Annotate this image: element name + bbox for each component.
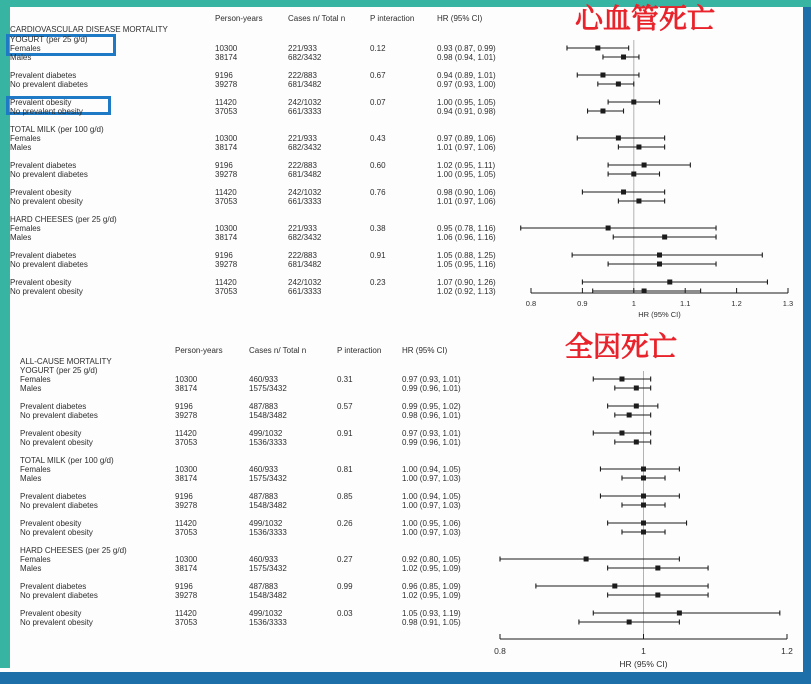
hr-ci-value: 0.97 (0.93, 1.01) bbox=[402, 375, 461, 384]
cases-value: 460/933 bbox=[249, 465, 278, 474]
axis-tick-label: 1 bbox=[641, 646, 646, 656]
axis-tick-label: 0.8 bbox=[525, 299, 537, 308]
panel2-col-person-years: Person-years bbox=[175, 346, 223, 355]
cases-value: 681/3482 bbox=[288, 260, 322, 269]
person-years-value: 39278 bbox=[215, 260, 238, 269]
hr-ci-value: 1.05 (0.88, 1.25) bbox=[437, 251, 496, 260]
hr-ci-value: 0.93 (0.87, 0.99) bbox=[437, 44, 496, 53]
row-label: Prevalent obesity bbox=[20, 429, 82, 438]
row-label: No prevalent obesity bbox=[10, 287, 83, 296]
row-label: Prevalent obesity bbox=[20, 519, 82, 528]
group-heading: TOTAL MILK (per 100 g/d) bbox=[20, 456, 114, 465]
p-interaction-value: 0.12 bbox=[370, 44, 386, 53]
hr-point-marker bbox=[627, 413, 632, 418]
hr-point-marker bbox=[636, 199, 641, 204]
group-heading: TOTAL MILK (per 100 g/d) bbox=[10, 125, 104, 134]
hr-ci-value: 1.05 (0.93, 1.19) bbox=[402, 609, 461, 618]
cases-value: 499/1032 bbox=[249, 429, 283, 438]
hr-ci-value: 1.00 (0.97, 1.03) bbox=[402, 501, 461, 510]
hr-point-marker bbox=[634, 440, 639, 445]
person-years-value: 10300 bbox=[215, 134, 238, 143]
panel2-col-cases: Cases n/ Total n bbox=[249, 346, 307, 355]
group-heading: HARD CHEESES (per 25 g/d) bbox=[10, 215, 117, 224]
person-years-value: 9196 bbox=[175, 582, 193, 591]
hr-point-marker bbox=[600, 73, 605, 78]
hr-ci-value: 0.95 (0.78, 1.16) bbox=[437, 224, 496, 233]
cases-value: 460/933 bbox=[249, 375, 278, 384]
hr-ci-value: 0.99 (0.96, 1.01) bbox=[402, 384, 461, 393]
cases-value: 499/1032 bbox=[249, 519, 283, 528]
cases-value: 222/883 bbox=[288, 251, 317, 260]
person-years-value: 37053 bbox=[215, 197, 238, 206]
cases-value: 1548/3482 bbox=[249, 501, 287, 510]
hr-ci-value: 0.99 (0.95, 1.02) bbox=[402, 402, 461, 411]
cases-value: 221/933 bbox=[288, 44, 317, 53]
hr-point-marker bbox=[641, 530, 646, 535]
hr-point-marker bbox=[641, 521, 646, 526]
row-label: No prevalent diabetes bbox=[20, 501, 98, 510]
p-interaction-value: 0.99 bbox=[337, 582, 353, 591]
person-years-value: 37053 bbox=[215, 107, 238, 116]
cases-value: 222/883 bbox=[288, 161, 317, 170]
p-interaction-value: 0.23 bbox=[370, 278, 386, 287]
hr-point-marker bbox=[627, 620, 632, 625]
hr-ci-value: 0.94 (0.89, 1.01) bbox=[437, 71, 496, 80]
hr-point-marker bbox=[616, 136, 621, 141]
person-years-value: 11420 bbox=[175, 429, 197, 438]
hr-point-marker bbox=[657, 253, 662, 258]
person-years-value: 39278 bbox=[215, 80, 238, 89]
p-interaction-value: 0.91 bbox=[337, 429, 353, 438]
row-label: No prevalent diabetes bbox=[20, 411, 98, 420]
cases-value: 1536/3333 bbox=[249, 618, 287, 627]
cases-value: 487/883 bbox=[249, 582, 278, 591]
hr-ci-value: 1.02 (0.92, 1.13) bbox=[437, 287, 496, 296]
panel1-col-p-interaction: P interaction bbox=[370, 14, 415, 23]
person-years-value: 38174 bbox=[215, 53, 238, 62]
row-label: No prevalent obesity bbox=[20, 438, 93, 447]
axis-tick-label: 1.2 bbox=[731, 299, 742, 308]
person-years-value: 9196 bbox=[215, 71, 233, 80]
cases-value: 1548/3482 bbox=[249, 591, 287, 600]
cases-value: 682/3432 bbox=[288, 143, 322, 152]
hr-point-marker bbox=[636, 145, 641, 150]
cases-value: 487/883 bbox=[249, 402, 278, 411]
row-label: No prevalent obesity bbox=[10, 107, 83, 116]
person-years-value: 37053 bbox=[175, 618, 198, 627]
person-years-value: 9196 bbox=[215, 161, 233, 170]
hr-ci-value: 1.00 (0.95, 1.05) bbox=[437, 170, 496, 179]
person-years-value: 9196 bbox=[175, 402, 193, 411]
p-interaction-value: 0.81 bbox=[337, 465, 353, 474]
person-years-value: 38174 bbox=[175, 474, 198, 483]
hr-ci-value: 0.97 (0.93, 1.01) bbox=[402, 429, 461, 438]
group-heading: HARD CHEESES (per 25 g/d) bbox=[20, 546, 127, 555]
row-label: No prevalent diabetes bbox=[20, 591, 98, 600]
person-years-value: 39278 bbox=[215, 170, 238, 179]
row-label: Males bbox=[20, 384, 42, 393]
p-interaction-value: 0.67 bbox=[370, 71, 386, 80]
hr-ci-value: 0.99 (0.96, 1.01) bbox=[402, 438, 461, 447]
panel1-col-cases: Cases n/ Total n bbox=[288, 14, 346, 23]
hr-ci-value: 1.02 (0.95, 1.11) bbox=[437, 161, 496, 170]
panel2-title: ALL-CAUSE MORTALITY bbox=[20, 357, 112, 366]
row-label: Prevalent diabetes bbox=[20, 582, 87, 591]
group-heading: YOGURT (per 25 g/d) bbox=[10, 35, 88, 44]
panel1-col-person-years: Person-years bbox=[215, 14, 263, 23]
hr-point-marker bbox=[621, 190, 626, 195]
p-interaction-value: 0.76 bbox=[370, 188, 386, 197]
cases-value: 661/3333 bbox=[288, 287, 322, 296]
hr-point-marker bbox=[634, 404, 639, 409]
row-label: Females bbox=[10, 44, 41, 53]
person-years-value: 11420 bbox=[215, 98, 237, 107]
cases-value: 1575/3432 bbox=[249, 564, 287, 573]
annotation-cvd-mortality: 心血管死亡 bbox=[575, 3, 716, 34]
hr-point-marker bbox=[641, 467, 646, 472]
hr-point-marker bbox=[641, 494, 646, 499]
hr-point-marker bbox=[619, 377, 624, 382]
cases-value: 1575/3432 bbox=[249, 474, 287, 483]
person-years-value: 38174 bbox=[175, 564, 198, 573]
row-label: No prevalent obesity bbox=[20, 528, 93, 537]
row-label: Females bbox=[20, 555, 51, 564]
hr-point-marker bbox=[631, 100, 636, 105]
row-label: Males bbox=[10, 53, 32, 62]
hr-ci-value: 1.05 (0.95, 1.16) bbox=[437, 260, 496, 269]
cases-value: 1575/3432 bbox=[249, 384, 287, 393]
hr-point-marker bbox=[667, 280, 672, 285]
row-label: Prevalent diabetes bbox=[20, 492, 87, 501]
hr-ci-value: 0.97 (0.89, 1.06) bbox=[437, 134, 496, 143]
p-interaction-value: 0.27 bbox=[337, 555, 353, 564]
p-interaction-value: 0.38 bbox=[370, 224, 386, 233]
annotation-all-cause-mortality: 全因死亡 bbox=[565, 331, 678, 362]
hr-ci-value: 0.98 (0.91, 1.05) bbox=[402, 618, 461, 627]
row-label: No prevalent diabetes bbox=[10, 260, 88, 269]
axis-tick-label: 1.3 bbox=[782, 299, 794, 308]
cases-value: 222/883 bbox=[288, 71, 317, 80]
cases-value: 1536/3333 bbox=[249, 438, 287, 447]
frame-right-bar bbox=[803, 6, 811, 684]
person-years-value: 9196 bbox=[215, 251, 233, 260]
p-interaction-value: 0.85 bbox=[337, 492, 353, 501]
person-years-value: 10300 bbox=[175, 375, 198, 384]
cases-value: 242/1032 bbox=[288, 278, 322, 287]
hr-ci-value: 1.00 (0.97, 1.03) bbox=[402, 474, 461, 483]
hr-ci-value: 0.96 (0.85, 1.09) bbox=[402, 582, 461, 591]
axis-tick-label: 1 bbox=[631, 299, 636, 308]
axis-tick-label: 1.1 bbox=[679, 299, 691, 308]
person-years-value: 11420 bbox=[215, 278, 237, 287]
person-years-value: 10300 bbox=[215, 224, 238, 233]
row-label: Prevalent obesity bbox=[10, 278, 72, 287]
hr-point-marker bbox=[606, 226, 611, 231]
hr-ci-value: 1.07 (0.90, 1.26) bbox=[437, 278, 496, 287]
panel2-col-hr: HR (95% CI) bbox=[402, 346, 448, 355]
row-label: Prevalent diabetes bbox=[10, 161, 77, 170]
person-years-value: 37053 bbox=[215, 287, 238, 296]
row-label: No prevalent diabetes bbox=[10, 80, 88, 89]
person-years-value: 9196 bbox=[175, 492, 193, 501]
person-years-value: 10300 bbox=[215, 44, 238, 53]
hr-point-marker bbox=[631, 172, 636, 177]
cases-value: 682/3432 bbox=[288, 53, 322, 62]
hr-point-marker bbox=[641, 476, 646, 481]
hr-ci-value: 1.00 (0.95, 1.06) bbox=[402, 519, 461, 528]
hr-ci-value: 0.98 (0.96, 1.01) bbox=[402, 411, 461, 420]
row-label: Females bbox=[10, 224, 41, 233]
person-years-value: 38174 bbox=[175, 384, 198, 393]
hr-ci-value: 1.00 (0.94, 1.05) bbox=[402, 465, 461, 474]
hr-point-marker bbox=[634, 386, 639, 391]
hr-ci-value: 1.00 (0.95, 1.05) bbox=[437, 98, 496, 107]
row-label: Prevalent diabetes bbox=[20, 402, 87, 411]
cases-value: 221/933 bbox=[288, 134, 317, 143]
hr-point-marker bbox=[641, 503, 646, 508]
hr-point-marker bbox=[655, 593, 660, 598]
person-years-value: 10300 bbox=[175, 465, 198, 474]
cases-value: 487/883 bbox=[249, 492, 278, 501]
hr-ci-value: 1.06 (0.96, 1.16) bbox=[437, 233, 496, 242]
row-label: Females bbox=[20, 375, 51, 384]
cases-value: 682/3432 bbox=[288, 233, 322, 242]
row-label: Females bbox=[20, 465, 51, 474]
group-heading: YOGURT (per 25 g/d) bbox=[20, 366, 98, 375]
panel1-col-hr: HR (95% CI) bbox=[437, 14, 483, 23]
hr-point-marker bbox=[621, 55, 626, 60]
cases-value: 242/1032 bbox=[288, 188, 322, 197]
row-label: Males bbox=[10, 143, 32, 152]
panel1-title: CARDIOVASCULAR DISEASE MORTALITY bbox=[10, 25, 168, 34]
person-years-value: 10300 bbox=[175, 555, 198, 564]
cases-value: 499/1032 bbox=[249, 609, 283, 618]
person-years-value: 39278 bbox=[175, 591, 198, 600]
hr-ci-value: 1.01 (0.97, 1.06) bbox=[437, 197, 496, 206]
hr-ci-value: 1.02 (0.95, 1.09) bbox=[402, 564, 461, 573]
axis-title: HR (95% CI) bbox=[638, 310, 681, 319]
hr-point-marker bbox=[616, 82, 621, 87]
hr-ci-value: 0.94 (0.91, 0.98) bbox=[437, 107, 496, 116]
row-label: Males bbox=[10, 233, 32, 242]
cases-value: 681/3482 bbox=[288, 170, 322, 179]
hr-point-marker bbox=[595, 46, 600, 51]
row-label: Prevalent obesity bbox=[20, 609, 82, 618]
hr-ci-value: 1.00 (0.97, 1.03) bbox=[402, 528, 461, 537]
person-years-value: 11420 bbox=[175, 609, 197, 618]
hr-ci-value: 1.02 (0.95, 1.09) bbox=[402, 591, 461, 600]
p-interaction-value: 0.43 bbox=[370, 134, 386, 143]
hr-ci-value: 0.92 (0.80, 1.05) bbox=[402, 555, 461, 564]
hr-point-marker bbox=[642, 289, 647, 294]
axis-tick-label: 1.2 bbox=[781, 646, 793, 656]
axis-tick-label: 0.9 bbox=[577, 299, 588, 308]
hr-point-marker bbox=[677, 611, 682, 616]
person-years-value: 39278 bbox=[175, 411, 198, 420]
frame-bottom-bar bbox=[0, 672, 811, 684]
hr-ci-value: 0.97 (0.93, 1.00) bbox=[437, 80, 496, 89]
hr-point-marker bbox=[612, 584, 617, 589]
panel2-col-p-interaction: P interaction bbox=[337, 346, 382, 355]
hr-point-marker bbox=[600, 109, 605, 114]
person-years-value: 38174 bbox=[215, 143, 238, 152]
cases-value: 242/1032 bbox=[288, 98, 322, 107]
hr-point-marker bbox=[619, 431, 624, 436]
cases-value: 661/3333 bbox=[288, 107, 322, 116]
cases-value: 1536/3333 bbox=[249, 528, 287, 537]
person-years-value: 11420 bbox=[175, 519, 197, 528]
person-years-value: 11420 bbox=[215, 188, 237, 197]
hr-ci-value: 0.98 (0.94, 1.01) bbox=[437, 53, 496, 62]
p-interaction-value: 0.26 bbox=[337, 519, 353, 528]
hr-ci-value: 0.98 (0.90, 1.06) bbox=[437, 188, 496, 197]
hr-ci-value: 1.01 (0.97, 1.06) bbox=[437, 143, 496, 152]
axis-tick-label: 0.8 bbox=[494, 646, 506, 656]
row-label: Prevalent diabetes bbox=[10, 71, 77, 80]
row-label: Prevalent obesity bbox=[10, 188, 72, 197]
person-years-value: 37053 bbox=[175, 528, 198, 537]
row-label: Prevalent diabetes bbox=[10, 251, 77, 260]
person-years-value: 38174 bbox=[215, 233, 238, 242]
row-label: Females bbox=[10, 134, 41, 143]
person-years-value: 37053 bbox=[175, 438, 198, 447]
p-interaction-value: 0.91 bbox=[370, 251, 386, 260]
cases-value: 460/933 bbox=[249, 555, 278, 564]
p-interaction-value: 0.03 bbox=[337, 609, 353, 618]
row-label: Males bbox=[20, 474, 42, 483]
p-interaction-value: 0.60 bbox=[370, 161, 386, 170]
axis-title: HR (95% CI) bbox=[619, 659, 668, 669]
row-label: No prevalent diabetes bbox=[10, 170, 88, 179]
p-interaction-value: 0.31 bbox=[337, 375, 353, 384]
person-years-value: 39278 bbox=[175, 501, 198, 510]
row-label: Males bbox=[20, 564, 42, 573]
cases-value: 661/3333 bbox=[288, 197, 322, 206]
cases-value: 681/3482 bbox=[288, 80, 322, 89]
hr-ci-value: 1.00 (0.94, 1.05) bbox=[402, 492, 461, 501]
cases-value: 221/933 bbox=[288, 224, 317, 233]
p-interaction-value: 0.57 bbox=[337, 402, 353, 411]
row-label: Prevalent obesity bbox=[10, 98, 72, 107]
hr-point-marker bbox=[662, 235, 667, 240]
cases-value: 1548/3482 bbox=[249, 411, 287, 420]
hr-point-marker bbox=[655, 566, 660, 571]
hr-point-marker bbox=[657, 262, 662, 267]
row-label: No prevalent obesity bbox=[10, 197, 83, 206]
hr-point-marker bbox=[584, 557, 589, 562]
p-interaction-value: 0.07 bbox=[370, 98, 386, 107]
hr-point-marker bbox=[642, 163, 647, 168]
row-label: No prevalent obesity bbox=[20, 618, 93, 627]
